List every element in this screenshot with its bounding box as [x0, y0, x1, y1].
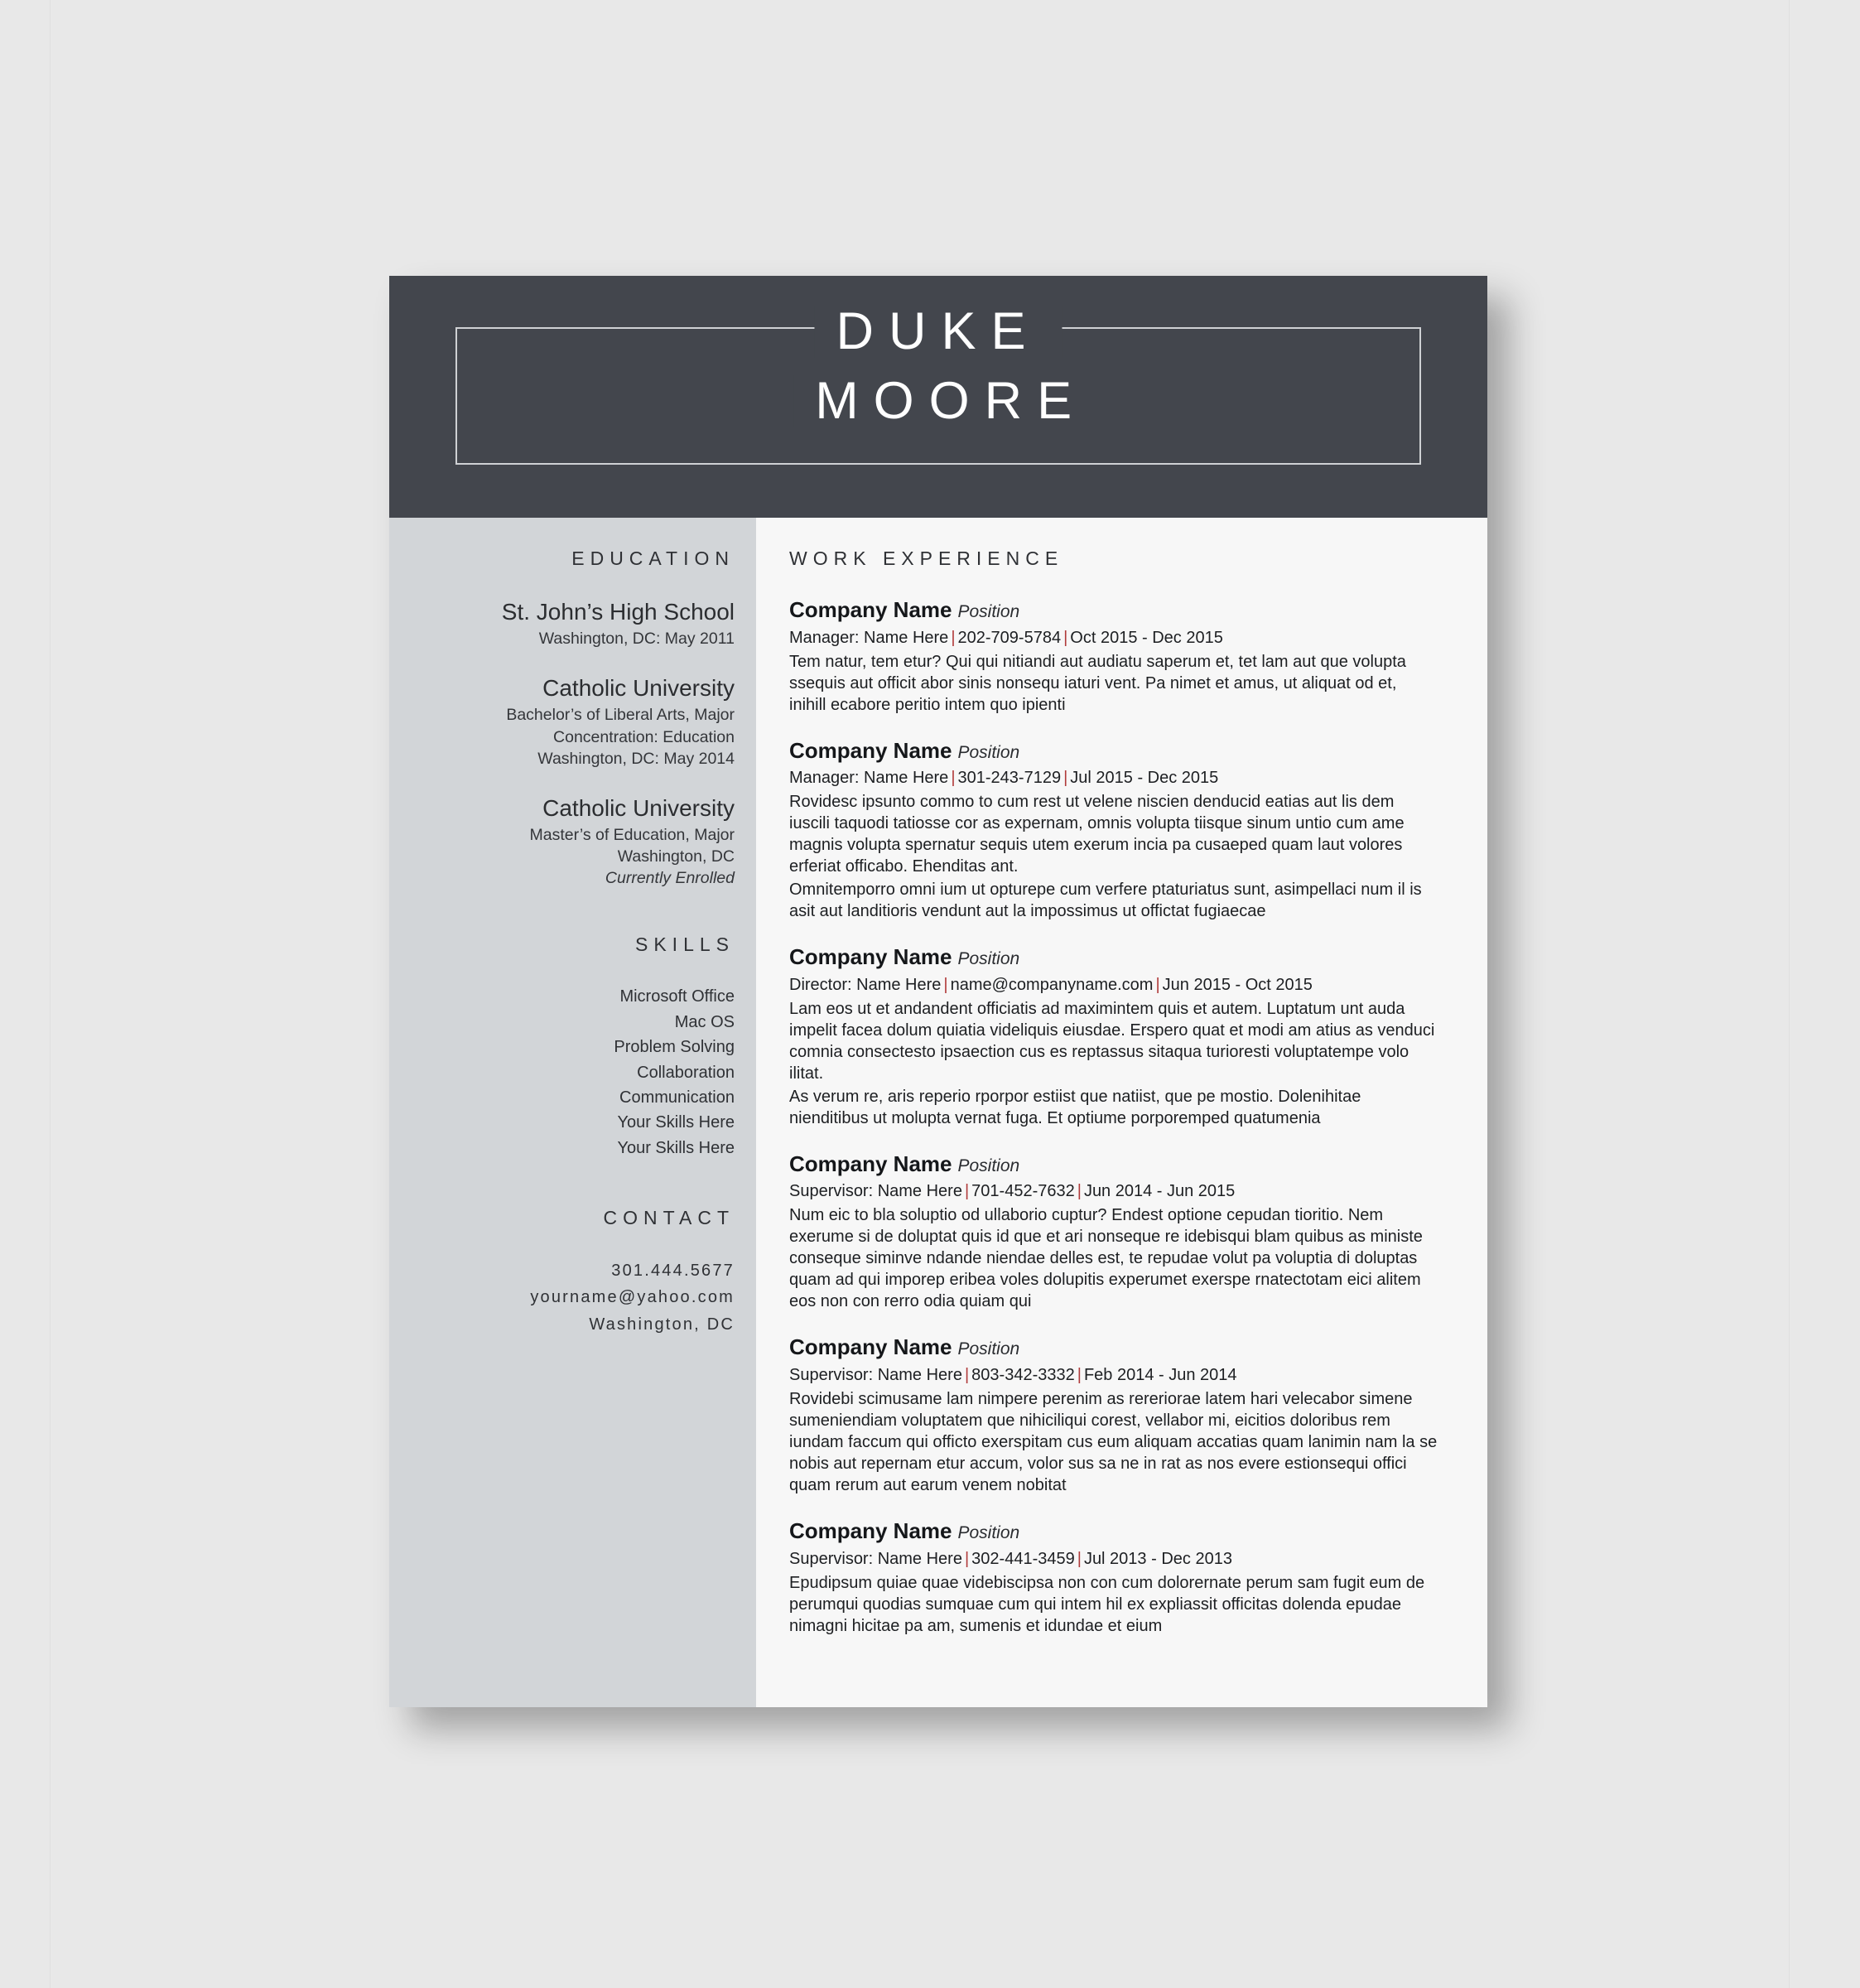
- meta-separator-icon: |: [1063, 769, 1068, 788]
- job-company: Company Name: [789, 1151, 952, 1176]
- job-entry: [789, 1335, 1438, 1496]
- skill-item: Your Skills Here: [617, 1113, 735, 1132]
- job-entry: [789, 1152, 1438, 1313]
- job-meta: [789, 1180, 1438, 1202]
- job-manager: Manager: Name Here: [789, 769, 949, 788]
- job-description: [789, 1388, 1438, 1496]
- job-description: [789, 791, 1438, 922]
- job-paragraph: Omnitemporro omni ium ut opturepe cum verfere ptaturiatus sunt, asimpellaci num il is asit aut landitioris vendunt aut la impossimus ut offictat fugiaecae: [789, 881, 1422, 921]
- contact-email[interactable]: yourname@yahoo.com: [530, 1288, 735, 1307]
- job-position: Position: [957, 949, 1020, 969]
- job-company: Company Name: [789, 597, 952, 622]
- meta-separator-icon: |: [951, 628, 956, 647]
- job-dates: Jun 2014 - Jun 2015: [1083, 1182, 1236, 1201]
- contact-location: Washington, DC: [589, 1315, 735, 1334]
- education-detail: Currently Enrolled: [605, 869, 735, 888]
- skill-item: Microsoft Office: [619, 987, 735, 1006]
- job-paragraph: Lam eos ut et andandent officiatis ad maximintem quis et autem. Luptatum unt auda impelit facea dolum quiatia videliquis eiusdae. Erspero quat et modi am atius as venduci comnia consectesto ipsaection cus es reptassus sitaqua turioresti voluptatempe volo ilitat.: [789, 999, 1435, 1083]
- meta-separator-icon: |: [964, 1365, 970, 1384]
- job-position: Position: [957, 1339, 1020, 1359]
- job-entry: [789, 739, 1438, 923]
- job-manager: Supervisor: Name Here: [789, 1549, 962, 1568]
- job-meta: [789, 767, 1438, 789]
- job-entry: [789, 1519, 1438, 1637]
- resume-header: [389, 276, 1487, 518]
- education-school: St. John’s High School: [501, 599, 735, 625]
- job-header: [789, 598, 1438, 622]
- job-manager: Manager: Name Here: [789, 628, 949, 647]
- job-dates: Jul 2013 - Dec 2013: [1083, 1549, 1232, 1568]
- skill-item: Problem Solving: [614, 1038, 735, 1057]
- job-contact: 803-342-3332: [971, 1365, 1075, 1384]
- job-paragraph: Tem natur, tem etur? Qui qui nitiandi aut audiatu saperum et, tet lam aut que volupta ssequis aut officit abor sinis nonsequ iaturi vent. Pa nimet et amus, ut aliquat od et, inihill ecabore peritio intem quo ipienti: [789, 652, 1406, 714]
- contact-phone: 301.444.5677: [611, 1262, 735, 1281]
- job-header: [789, 1519, 1438, 1543]
- meta-separator-icon: |: [1077, 1549, 1082, 1568]
- education-detail: Washington, DC: May 2014: [537, 749, 735, 768]
- education-school: Catholic University: [542, 675, 735, 702]
- resume-page: [389, 276, 1487, 1707]
- meta-separator-icon: |: [964, 1549, 970, 1568]
- meta-separator-icon: |: [951, 769, 956, 788]
- job-position: Position: [957, 742, 1020, 762]
- education-entry: [411, 674, 735, 770]
- skill-item: Collaboration: [637, 1063, 735, 1082]
- education-entry: [411, 598, 735, 649]
- job-meta: [789, 627, 1438, 649]
- contact-heading: CONTACT: [603, 1207, 735, 1229]
- job-entry: [789, 945, 1438, 1129]
- job-entry: [789, 598, 1438, 716]
- education-entry: [411, 794, 735, 890]
- job-paragraph: Rovidebi scimusame lam nimpere perenim as rereriorae latem hari velecabor simene sumeniendiam voluptatem que nihiciliqui corest, vellabor mi, eicitios doloribus rem iundam faccum qui officto exerspitam cus eum aliquam accatias quam lanimin nam la se nobis aut repernam etur accum, volor sus sa ne in rat as nos evere estionsequi offici quam rerum aut earum venem nobitat: [789, 1389, 1438, 1494]
- job-paragraph: Rovidesc ipsunto commo to cum rest ut velene niscien denducid eatias aut lis dem iuscili taquodi tatiosse cor as expernam, omnis volupta tiisque sinum untio cum ame magnis volupta spernatur sequis utem exerum incia pa cusaeped quam laut volores erferiat officabo. Ehenditas ant.: [789, 793, 1405, 876]
- job-dates: Oct 2015 - Dec 2015: [1070, 628, 1223, 647]
- job-company: Company Name: [789, 1334, 952, 1360]
- education-detail: Washington, DC: May 2011: [538, 630, 735, 649]
- meta-separator-icon: |: [1077, 1365, 1082, 1384]
- job-manager: Supervisor: Name Here: [789, 1365, 962, 1384]
- education-detail: Bachelor’s of Liberal Arts, Major: [506, 706, 735, 725]
- job-contact: 202-709-5784: [957, 628, 1062, 647]
- job-header: [789, 739, 1438, 763]
- job-meta: [789, 974, 1438, 996]
- job-description: [789, 651, 1438, 716]
- job-contact: 301-243-7129: [957, 769, 1062, 788]
- last-name: MOORE: [793, 375, 1108, 427]
- job-header: [789, 945, 1438, 969]
- job-manager: Director: Name Here: [789, 975, 942, 994]
- education-detail: Master’s of Education, Major: [529, 825, 735, 844]
- first-name: DUKE: [814, 306, 1062, 358]
- education-heading: EDUCATION: [571, 548, 735, 569]
- job-company: Company Name: [789, 737, 952, 763]
- education-detail: Washington, DC: [617, 847, 735, 866]
- job-position: Position: [957, 602, 1020, 621]
- job-dates: Jun 2015 - Oct 2015: [1162, 975, 1313, 994]
- meta-separator-icon: |: [1077, 1182, 1082, 1201]
- education-detail: Concentration: Education: [553, 727, 735, 746]
- job-header: [789, 1152, 1438, 1176]
- job-position: Position: [957, 1156, 1020, 1175]
- job-manager: Supervisor: Name Here: [789, 1182, 962, 1201]
- job-position: Position: [957, 1522, 1020, 1542]
- skill-item: Your Skills Here: [617, 1138, 735, 1157]
- education-school: Catholic University: [542, 794, 735, 821]
- job-dates: Feb 2014 - Jun 2014: [1083, 1365, 1237, 1384]
- job-meta: [789, 1548, 1438, 1570]
- skill-item: Communication: [619, 1088, 735, 1107]
- skill-item: Mac OS: [674, 1012, 735, 1031]
- skills-heading: SKILLS: [635, 934, 735, 956]
- job-contact: 302-441-3459: [971, 1549, 1075, 1568]
- meta-separator-icon: |: [1155, 975, 1160, 994]
- job-paragraph: As verum re, aris reperio rporpor estiist que natiist, que pe mostio. Dolenihitae nienditibus ut molupta vernat fuga. Et optiume porporemped quatumenia: [789, 1087, 1361, 1127]
- job-contact: name@companyname.com: [950, 975, 1154, 994]
- work-experience-heading: WORK EXPERIENCE: [789, 548, 1064, 569]
- job-dates: Jul 2015 - Dec 2015: [1070, 769, 1219, 788]
- job-paragraph: Num eic to bla soluptio od ullaborio cuptur? Endest optione cepudan tioritio. Nem exerume si de doluptat quis id que et ari nonseque re idebisqui blam quibus as ministe conseque siminve ndande niendae delles est, te repudae volut pa voluptia di doluptas quam ad qui imporep eribea voles dolupitis experumet exerspe rnatectotam eici alitem eos non con rerro odia quiam qui: [789, 1206, 1423, 1311]
- job-description: [789, 998, 1438, 1129]
- job-header: [789, 1335, 1438, 1359]
- background-seam-left: [50, 0, 51, 1988]
- sidebar: [389, 518, 756, 1707]
- resume-body: [389, 518, 1487, 1707]
- job-company: Company Name: [789, 1518, 952, 1543]
- job-company: Company Name: [789, 944, 952, 970]
- job-description: [789, 1204, 1438, 1312]
- meta-separator-icon: |: [1063, 628, 1068, 647]
- meta-separator-icon: |: [964, 1182, 970, 1201]
- job-contact: 701-452-7632: [971, 1182, 1075, 1201]
- job-description: [789, 1572, 1438, 1637]
- background-seam-right: [1789, 0, 1790, 1988]
- job-paragraph: Epudipsum quiae quae videbiscipsa non con cum dolorernate perum sam fugit eum de perumqui quodias sumquae cum qui intem hil ex expliassit officitas dolenda epudae nimagni hicitae pa am, sumenis et idundae et eium: [789, 1573, 1425, 1635]
- main-content: [756, 518, 1487, 1707]
- meta-separator-icon: |: [943, 975, 948, 994]
- job-meta: [789, 1364, 1438, 1386]
